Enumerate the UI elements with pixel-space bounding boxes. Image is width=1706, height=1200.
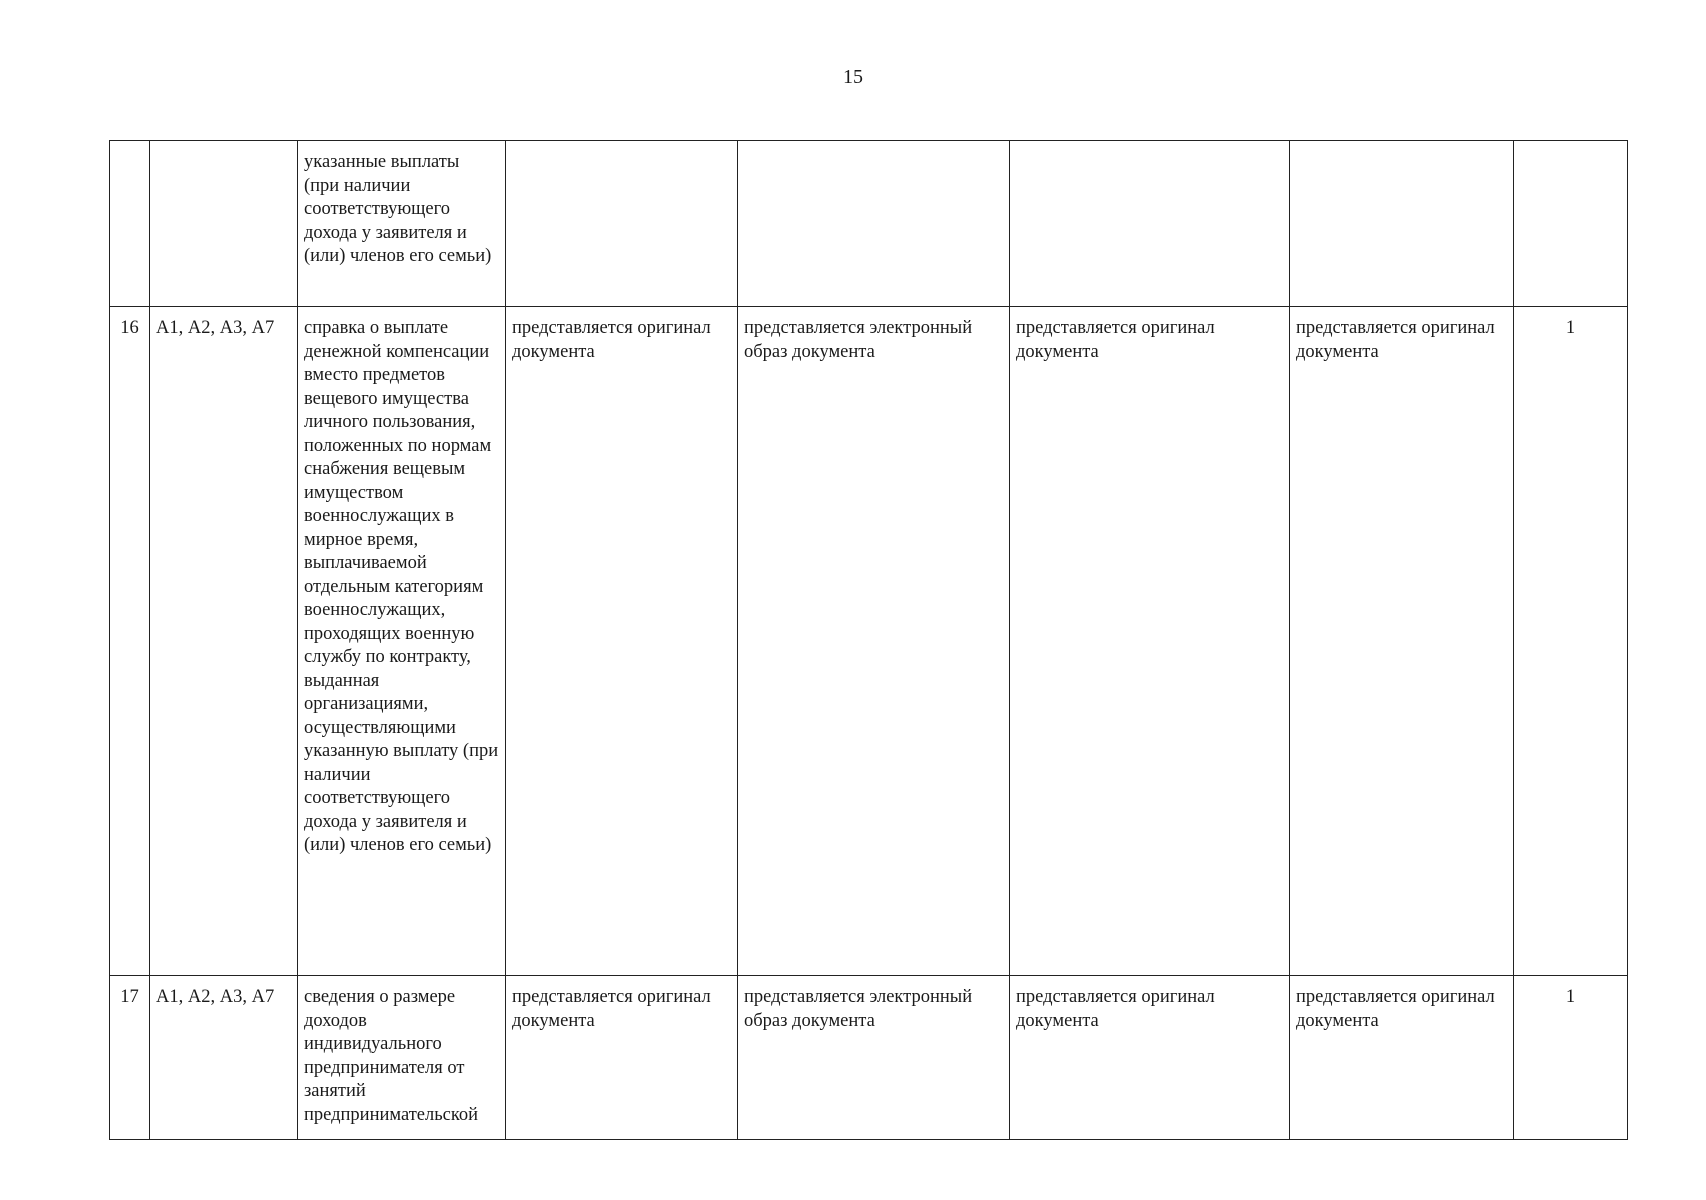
table-row: [110, 307, 1628, 976]
quantity-cell: 1: [1514, 307, 1628, 976]
document-name-cell: указанные выплаты (при наличии соответствующего дохода у заявителя и (или) членов его семьи): [298, 141, 506, 307]
row-number-cell: 17: [110, 976, 150, 1140]
categories-cell: А1, А2, А3, А7: [150, 307, 298, 976]
mail-submission-cell: представляется оригинал документа: [1290, 976, 1514, 1140]
mail-submission-cell: представляется оригинал документа: [1290, 307, 1514, 976]
mfc-submission-cell: [1010, 141, 1290, 307]
electronic-submission-cell: представляется электронный образ документа: [738, 307, 1010, 976]
mfc-submission-cell: представляется оригинал документа: [1010, 307, 1290, 976]
page-number: 15: [843, 66, 863, 88]
submission-method-cell: представляется оригинал документа: [506, 307, 738, 976]
quantity-cell: [1514, 141, 1628, 307]
electronic-submission-cell: представляется электронный образ документа: [738, 976, 1010, 1140]
table-row: [110, 976, 1628, 1140]
submission-method-cell: представляется оригинал документа: [506, 976, 738, 1140]
document-name-cell: справка о выплате денежной компенсации вместо предметов вещевого имущества личного пользования, положенных по нормам снабжения вещевым имуществом военнослужащих в мирное время, выплачиваемой отдельным категориям военнослужащих, проходящих военную службу по контракту, выданная организациями, осуществляющими указанную выплату (при наличии соответствующего дохода у заявителя и (или) членов его семьи): [298, 307, 506, 976]
categories-cell: А1, А2, А3, А7: [150, 976, 298, 1140]
documents-table: [109, 140, 1628, 1140]
table-row: [110, 141, 1628, 307]
electronic-submission-cell: [738, 141, 1010, 307]
mail-submission-cell: [1290, 141, 1514, 307]
mfc-submission-cell: представляется оригинал документа: [1010, 976, 1290, 1140]
row-number-cell: 16: [110, 307, 150, 976]
quantity-cell: 1: [1514, 976, 1628, 1140]
row-number-cell: [110, 141, 150, 307]
document-name-cell: сведения о размере доходов индивидуального предпринимателя от занятий предпринимательской: [298, 976, 506, 1140]
submission-method-cell: [506, 141, 738, 307]
categories-cell: [150, 141, 298, 307]
